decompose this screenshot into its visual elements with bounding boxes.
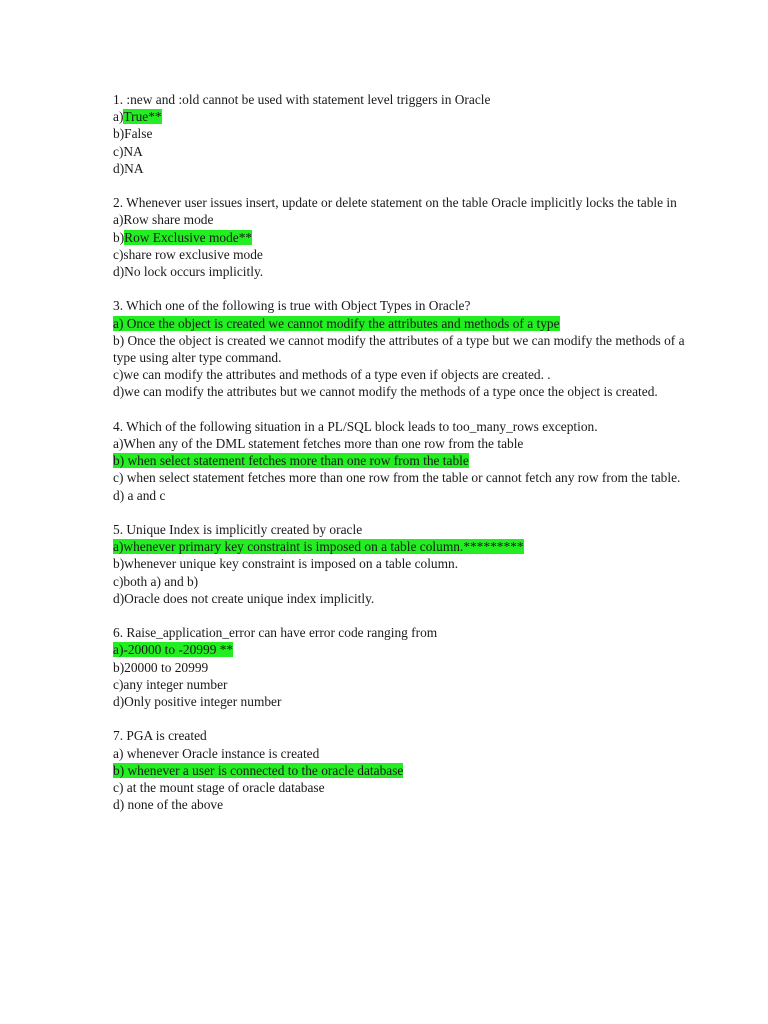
- correct-answer-highlight: a) Once the object is created we cannot modify the attributes and methods of a type: [113, 315, 560, 331]
- question-text: 1. :new and :old cannot be used with statement level triggers in Oracle: [113, 92, 491, 107]
- correct-answer-highlight: True**: [123, 109, 162, 125]
- option-text: d) a and c: [113, 487, 166, 503]
- option-text: a) whenever Oracle instance is created: [113, 745, 320, 761]
- answer-option: [113, 383, 703, 400]
- option-text: c)NA: [113, 143, 143, 159]
- answer-option: [113, 366, 703, 383]
- answer-option: [113, 160, 703, 177]
- option-prefix: b): [113, 229, 125, 245]
- answer-option: [113, 487, 703, 504]
- question-block-7: [113, 727, 703, 813]
- option-text: d) none of the above: [113, 797, 224, 813]
- answer-option: [113, 332, 703, 366]
- option-text: b) Once the object is created we cannot modify the attributes of a type but we can modify the methods of a type using alter type command.: [113, 332, 685, 366]
- option-prefix: a): [113, 109, 124, 125]
- answer-option: [113, 211, 703, 228]
- answer-option: [113, 762, 703, 779]
- question-block-4: [113, 418, 703, 504]
- question-block-2: [113, 194, 703, 280]
- correct-answer-highlight: a)-20000 to -20999 **: [113, 642, 234, 658]
- question-text: 2. Whenever user issues insert, update or delete statement on the table Oracle implicitly locks the table in: [113, 195, 677, 211]
- option-text: a)When any of the DML statement fetches more than one row from the table: [113, 436, 524, 452]
- option-text: c)both a) and b): [113, 573, 199, 589]
- answer-option: [113, 676, 703, 693]
- answer-option: [113, 125, 703, 142]
- question-block-5: [113, 521, 703, 607]
- option-text: d)Only positive integer number: [113, 694, 282, 710]
- answer-option: [113, 229, 703, 246]
- option-text: d)No lock occurs implicitly.: [113, 264, 264, 280]
- answer-option: [113, 693, 703, 710]
- option-text: d)Oracle does not create unique index implicitly.: [113, 590, 375, 606]
- answer-option: [113, 108, 703, 125]
- option-text: c)any integer number: [113, 676, 228, 692]
- question-text: 4. Which of the following situation in a PL/SQL block leads to too_many_rows exception.: [113, 418, 598, 434]
- answer-option: [113, 796, 703, 813]
- answer-option: [113, 263, 703, 280]
- option-text: c)we can modify the attributes and methods of a type even if objects are created. .: [113, 367, 551, 383]
- answer-option: [113, 538, 703, 555]
- option-text: d)NA: [113, 160, 144, 176]
- question-text: 5. Unique Index is implicitly created by oracle: [113, 522, 363, 538]
- answer-option: [113, 469, 703, 486]
- answer-option: [113, 315, 703, 332]
- answer-option: [113, 246, 703, 263]
- question-text: 3. Which one of the following is true with Object Types in Oracle?: [113, 298, 471, 314]
- option-text: b)whenever unique key constraint is imposed on a table column.: [113, 556, 459, 572]
- document-page: [113, 91, 703, 831]
- option-text: b)20000 to 20999: [113, 659, 209, 675]
- question-text: 7. PGA is created: [113, 728, 207, 744]
- question-text: 6. Raise_application_error can have error code ranging from: [113, 625, 438, 641]
- option-text: c)share row exclusive mode: [113, 246, 263, 262]
- answer-option: [113, 452, 703, 469]
- option-text: b)False: [113, 126, 153, 142]
- answer-option: [113, 659, 703, 676]
- option-text: c) at the mount stage of oracle database: [113, 780, 325, 796]
- correct-answer-highlight: b) when select statement fetches more than one row from the table: [113, 453, 469, 469]
- option-text: c) when select statement fetches more than one row from the table or cannot fetch any row from the table.: [113, 470, 681, 486]
- answer-option: [113, 779, 703, 796]
- correct-answer-highlight: Row Exclusive mode**: [124, 229, 253, 245]
- question-block-6: [113, 624, 703, 710]
- answer-option: [113, 573, 703, 590]
- correct-answer-highlight: a)whenever primary key constraint is imposed on a table column.*********: [113, 539, 524, 555]
- option-text: d)we can modify the attributes but we cannot modify the methods of a type once the object is created.: [113, 384, 658, 400]
- correct-answer-highlight: b) whenever a user is connected to the oracle database: [113, 762, 404, 778]
- answer-option: [113, 745, 703, 762]
- answer-option: [113, 555, 703, 572]
- answer-option: [113, 435, 703, 452]
- answer-option: [113, 590, 703, 607]
- option-text: a)Row share mode: [113, 212, 214, 228]
- question-block-1: [113, 91, 703, 177]
- answer-option: [113, 641, 703, 658]
- question-block-3: [113, 297, 703, 400]
- answer-option: [113, 143, 703, 160]
